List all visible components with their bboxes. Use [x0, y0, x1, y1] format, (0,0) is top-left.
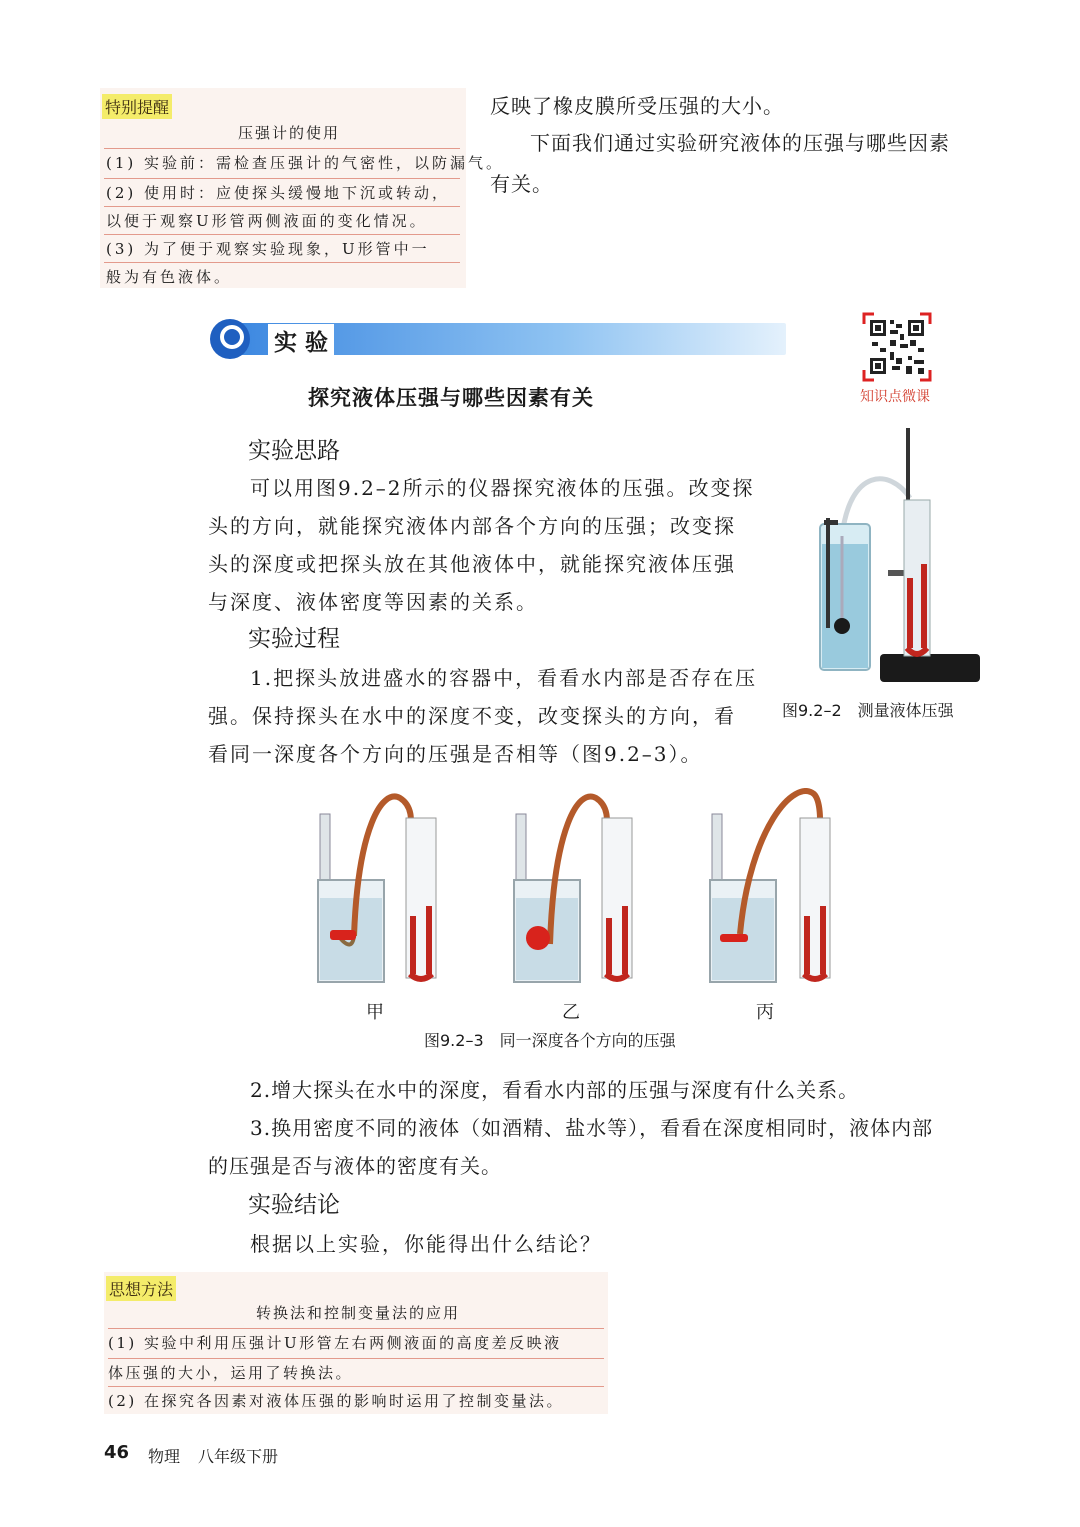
paragraph-line: 与深度、液体密度等因素的关系。	[208, 590, 538, 614]
note-rule	[104, 148, 460, 149]
note-tag: 思想方法	[106, 1276, 176, 1301]
page-number: 46	[104, 1442, 130, 1463]
figure-9-2-3	[312, 788, 842, 988]
note-rule	[108, 1328, 604, 1329]
special-reminder-note	[100, 88, 505, 288]
qr-code[interactable]	[862, 312, 932, 382]
paragraph-line: 有关。	[490, 172, 553, 196]
paragraph-line: 强。保持探头在水中的深度不变，改变探头的方向，看	[208, 704, 736, 728]
note-rule	[108, 1358, 604, 1359]
figure-9-2-2-apparatus	[810, 428, 980, 690]
figure-label-yi: 乙	[562, 1002, 580, 1023]
method-note	[104, 1272, 608, 1414]
note-line: (2) 使用时：应使探头缓慢地下沉或转动，	[106, 184, 451, 202]
paragraph-line: 头的方向，就能探究液体内部各个方向的压强；改变探	[208, 514, 736, 538]
paragraph-line: 头的深度或把探头放在其他液体中，就能探究液体压强	[208, 552, 736, 576]
qr-caption: 知识点微课	[860, 389, 930, 405]
footer-subject: 物理	[148, 1447, 181, 1466]
note-title: 压强计的使用	[238, 124, 341, 142]
note-line: (3) 为了便于观察实验现象，U形管中一	[106, 240, 430, 258]
note-rule	[104, 178, 460, 179]
paragraph-line: 根据以上实验，你能得出什么结论？	[250, 1232, 602, 1256]
paragraph-line: 可以用图9.2–2所示的仪器探究液体的压强。改变探	[250, 476, 755, 500]
experiment-title: 探究液体压强与哪些因素有关	[308, 386, 594, 410]
paragraph-line: 反映了橡皮膜所受压强的大小。	[490, 94, 784, 118]
experiment-banner	[208, 318, 788, 362]
note-title: 转换法和控制变量法的应用	[256, 1304, 461, 1322]
paragraph-line: 的压强是否与液体的密度有关。	[208, 1154, 502, 1178]
setup-bing	[710, 791, 830, 982]
banner-label: 实 验	[268, 324, 334, 357]
section-heading-conclusion: 实验结论	[248, 1192, 340, 1218]
section-heading-process: 实验过程	[248, 626, 340, 652]
paragraph-line: 1.把探头放进盛水的容器中，看看水内部是否存在压	[250, 666, 758, 690]
figure-9-2-3-caption: 图9.2–3 同一深度各个方向的压强	[424, 1031, 676, 1050]
setup-yi	[514, 797, 632, 982]
note-line: 以便于观察U形管两侧液面的变化情况。	[106, 212, 428, 230]
paragraph-line: 2.增大探头在水中的深度，看看水内部的压强与深度有什么关系。	[250, 1078, 860, 1102]
note-line: (1) 实验前：需检查压强计的气密性，以防漏气。	[106, 154, 505, 172]
note-rule	[104, 262, 460, 263]
magnifier-icon	[208, 317, 254, 363]
figure-label-bing: 丙	[756, 1002, 774, 1023]
note-line: 体压强的大小，运用了转换法。	[108, 1364, 354, 1382]
note-tag: 特别提醒	[102, 94, 172, 119]
figure-9-2-2-caption: 图9.2–2 测量液体压强	[782, 701, 954, 720]
paragraph-line: 3.换用密度不同的液体（如酒精、盐水等），看看在深度相同时，液体内部	[250, 1116, 934, 1140]
section-heading-idea: 实验思路	[248, 438, 340, 464]
note-line: 般为有色液体。	[106, 268, 233, 286]
paragraph-line: 看同一深度各个方向的压强是否相等（图9.2–3）。	[208, 742, 703, 766]
note-rule	[108, 1386, 604, 1387]
setup-jia	[318, 797, 436, 982]
qr-icon	[862, 312, 932, 382]
note-line: (2) 在探究各因素对液体压强的影响时运用了控制变量法。	[108, 1392, 565, 1410]
footer-book: 八年级下册	[198, 1447, 279, 1466]
note-rule	[104, 206, 460, 207]
figure-label-jia: 甲	[366, 1002, 384, 1023]
paragraph-line: 下面我们通过实验研究液体的压强与哪些因素	[530, 131, 950, 155]
note-rule	[104, 234, 460, 235]
note-line: (1) 实验中利用压强计U形管左右两侧液面的高度差反映液	[108, 1334, 562, 1352]
